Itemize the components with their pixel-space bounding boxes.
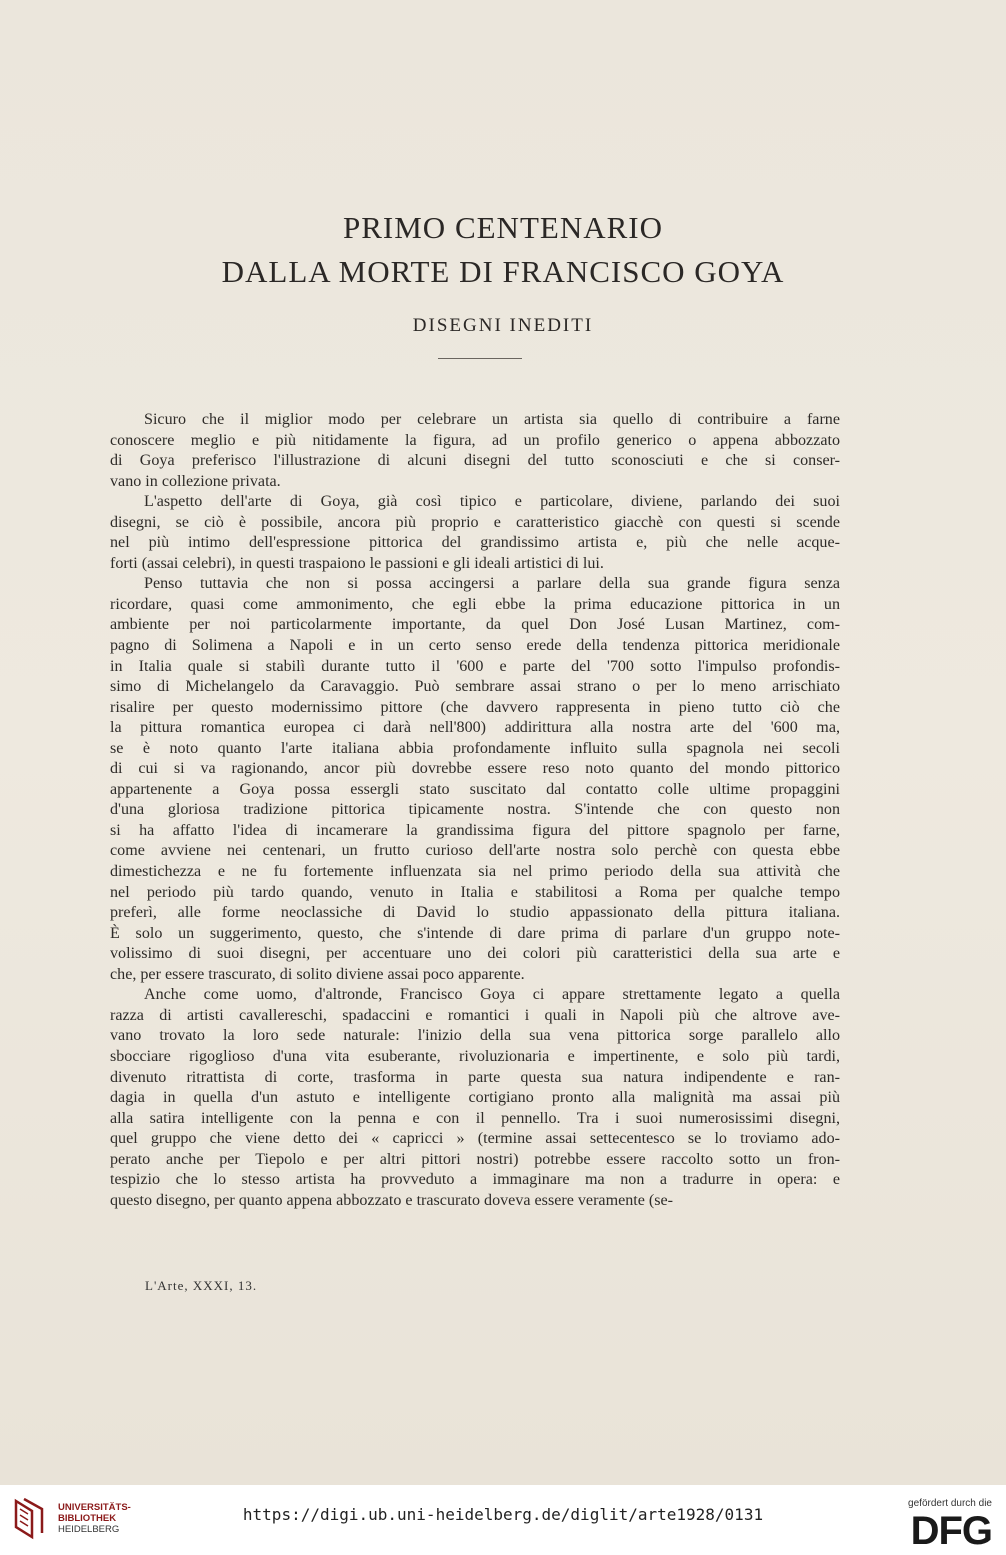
body-line: nel più intimo dell'espressione pittorica del grandissimo artista e, più che nelle acque- [110,534,840,552]
body-line: L'aspetto dell'arte di Goya, già così tipico e particolare, diviene, parlando dei suoi [144,493,840,511]
dfg-logo: DFG [910,1509,992,1553]
body-line: divenuto ritrattista di corte, trasforma in parte questa sua natura indipendente e ran- [110,1068,840,1086]
body-line: tespizio che lo stesso artista ha provveduto a immaginare ma non a tradurre in opera: e [110,1171,840,1189]
body-line: se è noto quanto l'arte italiana abbia profondamente influito sulla spagnola nei secoli [110,739,840,757]
body-line: forti (assai celebri), in questi traspaiono le passioni e gli ideali artistici di lui. [110,554,604,572]
body-line: d'una gloriosa tradizione pittorica tipicamente nostra. S'intende che con questo non [110,801,840,819]
body-line: ambiente per noi particolarmente importante, da quel Don José Lusan Martinez, com- [110,616,840,634]
subtitle: DISEGNI INEDITI [412,315,594,336]
source-url-link[interactable]: https://digi.ub.uni-heidelberg.de/diglit/arte1928/0131 [242,1505,764,1524]
library-name-line-3: HEIDELBERG [58,1524,120,1535]
body-line: vano in collezione privata. [110,472,281,490]
article-body [110,410,840,1211]
body-line: Penso tuttavia che non si possa accingersi a parlare della sua grande figura senza [144,575,840,593]
body-line: conoscere meglio e più nitidamente la figura, ad un profilo generico o appena abbozzato [110,431,840,449]
body-line: pagno di Solimena a Napoli e in un certo senso erede della tendenza pittorica meridionale [110,637,840,655]
body-line: la pittura romantica europea ci darà nell'800) addirittura alla nostra arte del '600 ma, [110,719,840,737]
body-line: appartenente a Goya possa essergli stato suscitato dal contatto colle ultime propaggini [110,780,840,798]
body-line: preferì, alle forme neoclassiche di David lo studio appassionato della pittura italiana. [110,904,840,922]
body-line: questo disegno, per quanto appena abbozzato e trascurato doveva essere veramente (se- [110,1191,674,1209]
body-line: disegni, se ciò è possibile, ancora più proprio e caratteristico giacchè con questi si scende [110,513,840,531]
page-footer: L'Arte, XXXI, 13. [145,1278,258,1293]
body-line: come avviene nei centenari, un frutto curioso dell'arte nostra solo perchè con questa ebbe [110,842,840,860]
body-line: perato anche per Tiepolo e per altri pittori nostri) potrebbe essere raccolto sotto un fron- [110,1150,840,1168]
body-line: È solo un suggerimento, questo, che s'intende di dare prima di parlare d'un gruppo note- [110,924,840,942]
title-line-1: PRIMO CENTENARIO [343,210,663,245]
body-line: volissimo di suoi disegni, per accentuare uno dei colori più caratteristici della sua arte e [110,945,840,963]
body-line: ricordare, quasi come ammonimento, che egli ebbe la prima educazione pittorica in un [110,595,840,613]
title-line-2: DALLA MORTE DI FRANCISCO GOYA [221,254,785,289]
body-line: vano trovato la loro sede naturale: l'inizio della sua vena pittorica sorge parallelo allo [110,1027,840,1045]
library-name-line-1: UNIVERSITÄTS- [58,1502,131,1513]
body-line: nel periodo più tardo quando, venuto in Italia e stabilitosi a Roma per qualche tempo [110,883,840,901]
body-line: Sicuro che il miglior modo per celebrare un artista sia quello di contribuire a farne [144,411,840,428]
library-name-line-2: BIBLIOTHEK [58,1513,117,1524]
body-line: di cui si va ragionando, ancor più dovrebbe essere reso noto quanto del mondo pittorico [110,760,840,778]
body-line: risalire per questo modernissimo pittore (che davvero rappresenta in pieno tutto ciò che [110,698,840,716]
funded-by-label: gefördert durch die [908,1498,992,1509]
body-line: quel gruppo che viene detto dei « capricci » (termine assai settecentesco se lo troviamo ado- [110,1130,840,1148]
body-line: di Goya preferisco l'illustrazione di alcuni disegni del tutto sconosciuti e che si conser- [110,452,840,470]
body-line: che, per essere trascurato, di solito diviene assai poco apparente. [110,965,525,983]
body-line: Anche come uomo, d'altronde, Francisco Goya ci appare strettamente legato a quella [144,986,840,1004]
body-line: in Italia quale si stabilì durante tutto il '600 e parte del '700 sotto l'impulso profondis- [110,657,840,675]
body-line: alla satira intelligente con la penna e con il pennello. Tra i suoi numerosissimi disegni, [110,1109,840,1127]
body-line: si ha affatto l'idea di incamerare la grandissima figura del pittore spagnolo per farne, [110,821,840,839]
body-line: sbocciare rigoglioso d'una vita esuberante, rivoluzionaria e impertinente, e solo più tardi, [110,1047,840,1065]
body-line: razza di artisti cavallereschi, spadaccini e romantici i quali in Napoli più che altrove ave- [110,1006,840,1024]
body-line: simo di Michelangelo da Caravaggio. Può sembrare assai strano o per lo meno arrischiato [110,678,840,696]
body-line: dagia in quella d'un astuto e intelligente cortigiano pronto alla malignità ma assai più [110,1089,840,1107]
body-line: dimestichezza e ne fu fortemente influenzata sia nel primo periodo della sua attività che [110,863,840,881]
title-divider [438,358,522,359]
